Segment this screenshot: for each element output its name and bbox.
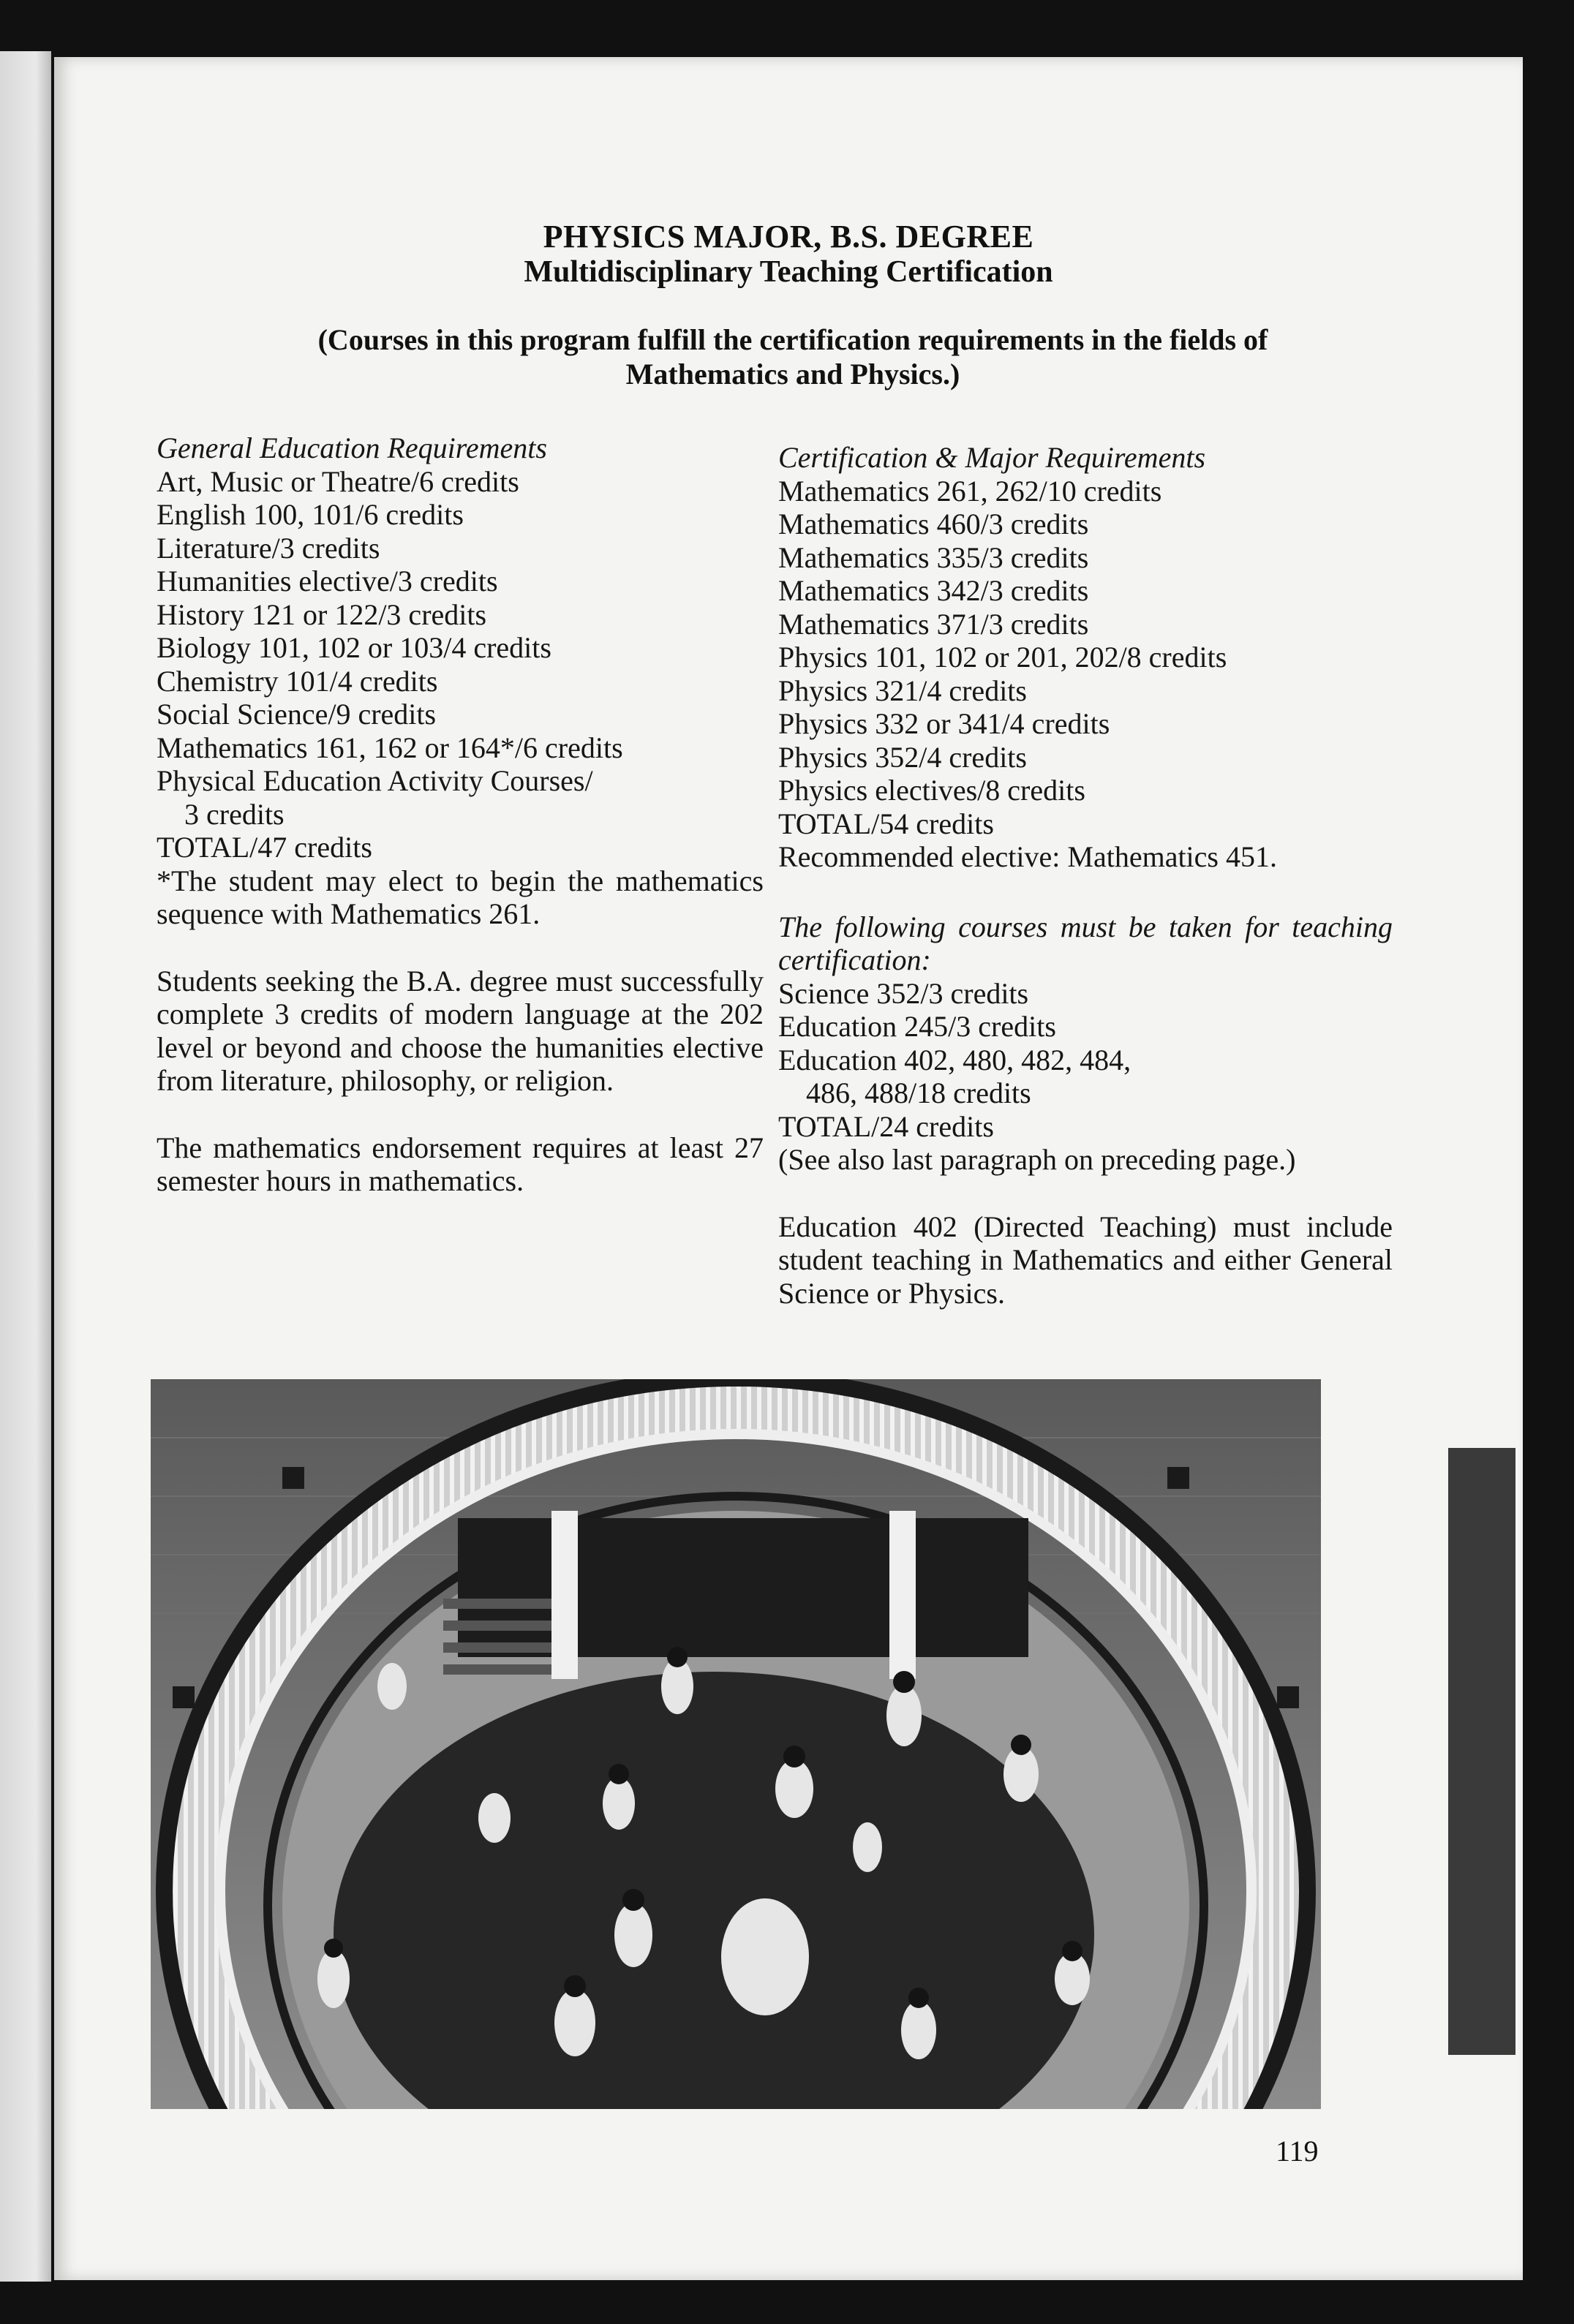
list-item-total: TOTAL/54 credits (778, 807, 994, 840)
section-tab (1448, 1448, 1515, 2055)
list-item: Education 402, 480, 482, 484, (778, 1043, 1131, 1076)
page-title: PHYSICS MAJOR, B.S. DEGREE (543, 219, 1034, 254)
list-item: Education 245/3 credits (778, 1010, 1056, 1043)
recommended-elective: Recommended elective: Mathematics 451. (778, 840, 1277, 873)
left-page-edge (0, 51, 51, 2282)
list-item-total: TOTAL/47 credits (157, 831, 372, 864)
list-item: Biology 101, 102 or 103/4 credits (157, 631, 551, 664)
list-item: Physics 352/4 credits (778, 740, 1027, 774)
endorsement-paragraph: The mathematics endorsement requires at least 27 semester hours in mathematics. (157, 1131, 764, 1197)
list-item: Art, Music or Theatre/6 credits (157, 464, 519, 498)
list-item: Physics 332 or 341/4 credits (778, 707, 1110, 740)
list-item: Mathematics 371/3 credits (778, 607, 1089, 641)
list-item: Social Science/9 credits (157, 698, 437, 731)
list-item: Physics 321/4 credits (778, 674, 1027, 707)
list-item: 486, 488/18 credits (806, 1076, 1031, 1109)
list-item: Mathematics 342/3 credits (778, 574, 1089, 607)
ba-degree-paragraph: Students seeking the B.A. degree must successfully complete 3 credits of modern language at the 202 level or beyond and choose the humanities elective from literature, philosophy, or religion. (157, 964, 764, 1097)
list-item: Humanities elective/3 credits (157, 565, 498, 597)
list-item: Physical Education Activity Courses/ (157, 764, 593, 797)
list-item: Chemistry 101/4 credits (157, 664, 438, 698)
program-note (244, 322, 1341, 391)
program-note-line-2: Mathematics and Physics.) (625, 358, 960, 391)
list-item: Physics 101, 102 or 201, 202/8 credits (778, 641, 1227, 674)
cross-reference: (See also last paragraph on preceding page.) (778, 1143, 1296, 1176)
page-subtitle: Multidisciplinary Teaching Certification (524, 255, 1053, 289)
list-item-total: TOTAL/24 credits (778, 1109, 994, 1143)
general-education-heading: General Education Requirements (157, 431, 547, 464)
certification-major-heading: Certification & Major Requirements (778, 441, 1206, 474)
list-item: Mathematics 335/3 credits (778, 540, 1089, 574)
list-item: Mathematics 261, 262/10 credits (778, 474, 1162, 508)
catalog-page (54, 57, 1523, 2280)
list-item: Physics electives/8 credits (778, 774, 1085, 807)
certification-major-column (778, 441, 1393, 1310)
list-item: Mathematics 460/3 credits (778, 508, 1089, 540)
general-education-column (157, 431, 764, 1198)
list-item: English 100, 101/6 credits (157, 498, 464, 531)
program-note-line-1: (Courses in this program fulfill the certification requirements in the fields of (317, 323, 1268, 356)
list-item: 3 credits (184, 797, 285, 831)
list-item: History 121 or 122/3 credits (157, 597, 487, 631)
page-number: 119 (1276, 2135, 1319, 2168)
list-item: Mathematics 161, 162 or 164*/6 credits (157, 731, 623, 764)
footnote: *The student may elect to begin the mathematics sequence with Mathematics 261. (157, 864, 764, 930)
list-item: Science 352/3 credits (778, 976, 1029, 1010)
list-item: Literature/3 credits (157, 531, 380, 565)
directed-teaching-paragraph: Education 402 (Directed Teaching) must include student teaching in Mathematics and either General Science or Physics. (778, 1210, 1393, 1310)
rotunda-photo (151, 1379, 1321, 2109)
teaching-certification-heading: The following courses must be taken for teaching certification: (778, 910, 1393, 976)
